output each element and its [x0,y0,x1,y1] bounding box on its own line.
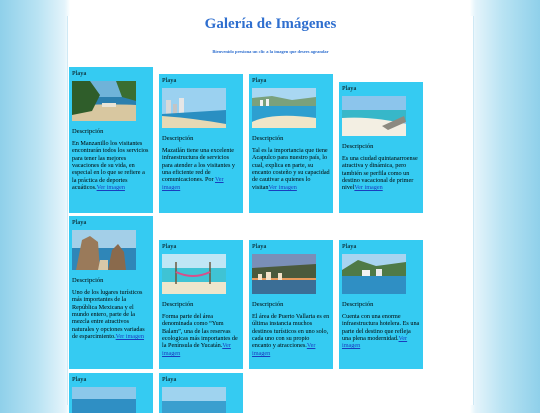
card-description-label: Descripción [252,301,284,309]
beach-thumbnail[interactable] [72,81,136,121]
card-category: Playa [342,243,357,250]
view-image-link[interactable]: Ver imagen [162,176,224,191]
gallery-card [339,240,423,369]
gallery-card [249,240,333,369]
beach-thumbnail[interactable] [72,230,136,270]
card-category: Playa [342,85,357,92]
card-description-text: Es una ciudad quintanarroense atractiva y dinámica, pero también se perfila como un destino vacacional de primer nivel [342,154,418,192]
card-category: Playa [162,77,177,84]
gallery-card [159,240,243,369]
card-description-text: El área de Puerto Vallarta es en última instancia muchos destinos turísticos en uno solo, cada uno con su propio encanto y atracciones. [252,312,330,350]
card-description-label: Descripción [72,128,104,136]
card-description-label: Descripción [252,135,284,143]
gallery-card [159,373,243,413]
page-title: Galería de Imágenes [204,16,337,32]
card-category: Playa [162,376,177,383]
gallery-card [69,216,153,369]
card-category: Playa [162,243,177,250]
view-image-link[interactable]: Ver imagen [354,184,383,192]
view-image-link[interactable]: Ver imagen [96,184,125,192]
beach-thumbnail[interactable] [162,387,226,413]
beach-thumbnail[interactable] [342,96,406,136]
gallery-card [249,74,333,213]
card-description-text: En Manzanillo los visitantes encontrarán todos los servicios para tener las mejores vacaciones de su vida, en especial en lo que se refiere a la práctica de deportes acuáticos. [72,139,149,192]
beach-thumbnail[interactable] [72,387,136,413]
view-image-link[interactable]: Ver imagen [115,333,144,341]
beach-thumbnail[interactable] [252,254,316,294]
view-image-link[interactable]: Ver imagen [162,342,231,357]
card-description-text: Cuenta con una enorme infraestructura hotelera. Es una parte del destino que refleja una plena modernidad. [342,312,420,343]
gallery-card [69,67,153,213]
card-category: Playa [72,219,87,226]
card-description-text: Tal es la importancia que tiene Acapulco para nuestro país, lo cual, explica en parte, su encanto costeño y su capacidad de cautivar a quienes lo visitan [252,146,330,191]
card-category: Playa [72,70,87,77]
card-description-label: Descripción [72,277,104,285]
beach-thumbnail[interactable] [342,254,406,294]
beach-thumbnail[interactable] [252,88,316,128]
card-description-label: Descripción [342,143,374,151]
card-category: Playa [252,243,267,250]
view-image-link[interactable]: Ver imagen [342,335,408,350]
card-description-text: Uno de los lugares turísticos más importantes de la República Mexicana y el mundo entero, parte de la mezcla entre atractivos naturales y opciones variadas de esparcimiento. [72,288,145,341]
gallery-card [339,82,423,213]
card-description-label: Descripción [342,301,374,309]
view-image-link[interactable]: Ver imagen [252,342,316,357]
page-subtitle: Bienvenido presiona un clic a la imagen que desees agrandar [212,49,329,54]
card-category: Playa [72,376,87,383]
beach-thumbnail[interactable] [162,88,226,128]
card-description-label: Descripción [162,135,194,143]
gallery-card [69,373,153,413]
card-category: Playa [252,77,267,84]
view-image-link[interactable]: Ver imagen [268,183,297,191]
beach-thumbnail[interactable] [162,254,226,294]
card-description-text: Forma parte del área denominada como “Yum Balam”, una de las reservas ecologicas más importantes de la Península de Yucatán. [162,312,238,350]
card-description-text: Mazatlán tiene una excelente infraestructura de servicios para atender a los visitantes y una eficiente red de comunicaciones. Por [162,146,236,184]
gallery-card [159,74,243,213]
card-description-label: Descripción [162,301,194,309]
